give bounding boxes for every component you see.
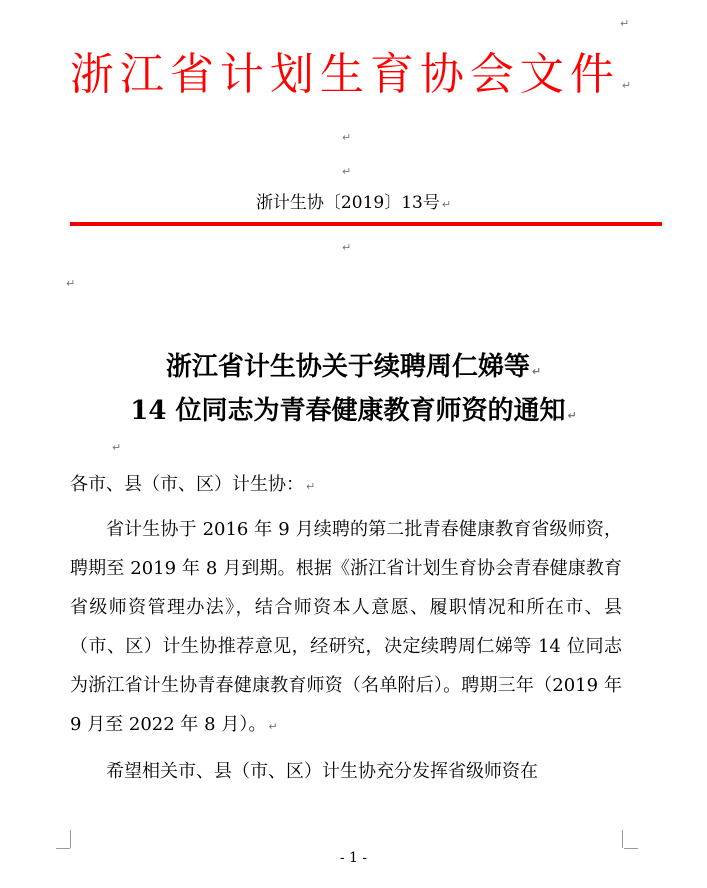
crop-mark — [56, 848, 70, 849]
paragraph-mark: ↵ — [342, 165, 352, 178]
paragraph-mark: ↵ — [342, 131, 352, 144]
crop-mark — [622, 830, 623, 848]
body-paragraph-1: 省计生协于 2016 年 9 月续聘的第二批青春健康教育省级师资，聘期至 2019 年 8 月到期。根据《浙江省计划生育协会青春健康教育省级师资管理办法》，结合师资本人意愿、履职情况和所在市、县（市、区）计生协推荐意见，经研究，决定续聘周仁娣等 14 位同志为浙江省计生协青春健康教育师资（名单附后）。聘期三年（2019 年 9 月至 2022 年 8 月）。 ↵ — [70, 519, 622, 735]
paragraph-mark: ↵ — [306, 480, 316, 493]
paragraph-mark: ↵ — [620, 17, 630, 30]
masthead-title: 浙江省计划生育协会文件 ↵ — [69, 49, 638, 100]
paragraph-mark: ↵ — [342, 241, 352, 254]
crop-mark — [624, 848, 638, 849]
crop-mark — [70, 830, 71, 848]
paragraph-mark: ↵ — [66, 277, 76, 290]
notice-title-line-1: 浙江省计生协关于续聘周仁娣等 ↵ — [165, 352, 542, 382]
notice-title-line-2: 14 位同志为青春健康教育师资的通知 ↵ — [130, 396, 577, 426]
paragraph-mark: ↵ — [567, 409, 577, 422]
paragraph-mark: ↵ — [621, 79, 638, 92]
paragraph-mark: ↵ — [112, 441, 122, 454]
salutation: 各市、县（市、区）计生协： ↵ — [70, 474, 316, 495]
body-paragraph-2: 希望相关市、县（市、区）计生协充分发挥省级师资在 — [106, 761, 538, 782]
red-separator-line — [70, 222, 662, 226]
document-number: 浙计生协〔2019〕13号 ↵ — [255, 193, 452, 213]
paragraph-mark: ↵ — [441, 198, 452, 211]
body-paragraphs — [70, 510, 622, 791]
paragraph-mark: ↵ — [531, 365, 542, 378]
paragraph-mark: ↵ — [268, 720, 278, 733]
page-number: - 1 - — [339, 850, 368, 866]
